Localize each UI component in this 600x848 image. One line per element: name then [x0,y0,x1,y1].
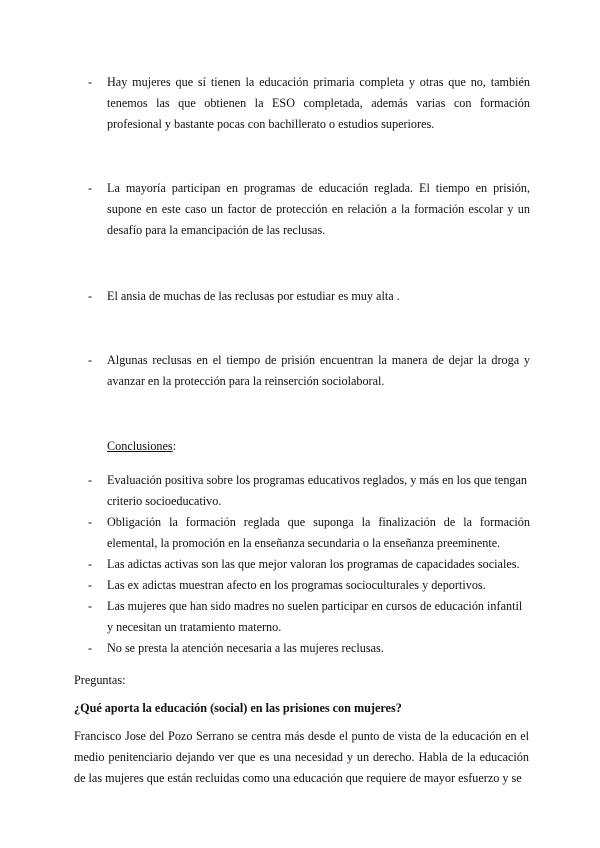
list-item-text: La mayoría participan en programas de educación reglada. El tiempo en prisión, supone en este caso un factor de protección en relación a la formación escolar y un desafío para la emancipación de las reclusas. [107,181,530,237]
list-item [88,512,530,554]
list-item [88,470,530,512]
bullet-dash: - [88,75,93,89]
list-item [88,286,530,307]
list-item [88,72,530,135]
conclusions-colon: : [172,439,177,453]
list-item-text: Obligación la formación reglada que suponga la finalización de la formación elemental, la promoción en la enseñanza secundaria o la enseñanza preeminente. [107,515,530,550]
list-item-text: El ansia de muchas de las reclusas por estudiar es muy alta . [107,289,400,303]
list-item-text: No se presta la atención necesaria a las mujeres reclusas. [107,641,384,655]
list-item-text: Las mujeres que han sido madres no suelen participar en cursos de educación infantil y necesitan un tratamiento materno. [107,599,523,634]
list-item-text: Evaluación positiva sobre los programas educativos reglados, y más en los que tengan criterio socioeducativo. [107,473,528,508]
list-item [88,575,530,596]
body-paragraph: Francisco Jose del Pozo Serrano se centra más desde el punto de vista de la educación en el medio penitenciario dejando ver que es una necesidad y un derecho. Habla de la educación de las mujeres que están recluidas como una educación que requiere de mayor esfuerzo y se [74,729,529,785]
list-item [88,178,530,241]
bullet-dash: - [88,289,93,303]
bullet-dash: - [88,181,93,195]
list-item [88,596,530,638]
conclusions-title: Conclusiones [107,439,173,453]
bullet-dash: - [88,599,93,613]
list-item [88,554,530,575]
list-item-text: Algunas reclusas en el tiempo de prisión encuentran la manera de dejar la droga y avanzar en la protección para la reinserción sociolaboral. [107,353,530,388]
question-heading: ¿Qué aporta la educación (social) en las prisiones con mujeres? [74,701,402,715]
list-item-text: Hay mujeres que sí tienen la educación primaria completa y otras que no, también tenemos las que obtienen la ESO completada, además varias con formación profesional y bastante pocas con bachillerato o estudios superiores. [107,75,530,131]
list-item-text: Las ex adictas muestran afecto en los programas socioculturales y deportivos. [107,578,486,592]
bullet-dash: - [88,473,93,487]
list-item [88,350,530,392]
list-item [88,638,530,659]
list-item-text: Las adictas activas son las que mejor valoran los programas de capacidades sociales. [107,557,520,571]
bullet-dash: - [88,641,93,655]
bullet-dash: - [88,578,93,592]
questions-label: Preguntas: [74,673,126,687]
bullet-dash: - [88,557,93,571]
conclusions-heading [107,436,176,457]
bullet-dash: - [88,515,93,529]
bullet-dash: - [88,353,93,367]
